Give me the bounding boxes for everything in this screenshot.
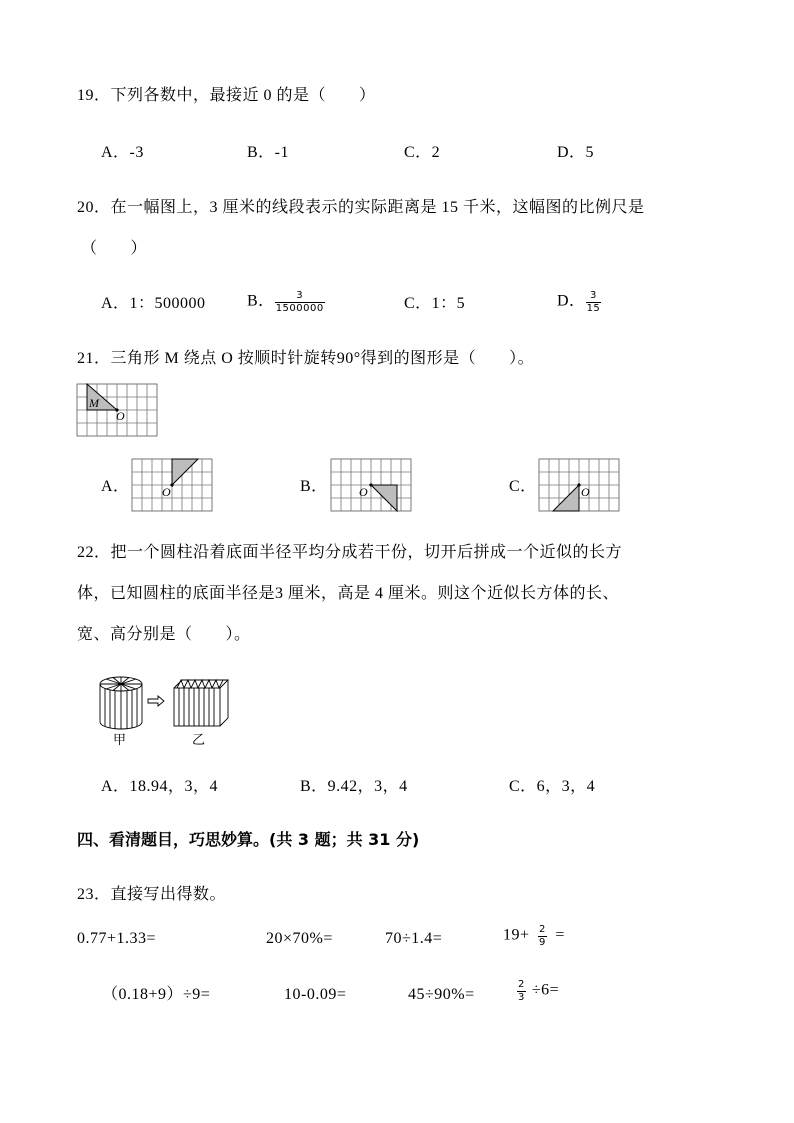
- q22-line2: 体，已知圆柱的底面半径是3 厘米，高是 4 厘米。则这个近似长方体的长、: [77, 585, 620, 602]
- q20-option-b: [247, 290, 325, 314]
- q21-option-a-figure: [131, 458, 213, 512]
- option-b-o-label: O: [359, 485, 368, 499]
- q21-stem: 21．三角形 M 绕点 O 按顺时针旋转90°得到的图形是（ ）。: [77, 350, 535, 367]
- q21-option-b-label: B．: [300, 478, 328, 495]
- q20-option-c: C．1：5: [404, 295, 466, 312]
- q20-option-b-label: B．: [247, 292, 275, 310]
- q22-option-a: A．18.94，3，4: [101, 778, 219, 795]
- q19-option-b: B．-1: [247, 144, 290, 161]
- q20-b-denominator: 1500000: [275, 302, 324, 314]
- q20-stem: 20．在一幅图上，3 厘米的线段表示的实际距离是 15 千米，这幅图的比例尺是: [77, 199, 645, 216]
- q20-option-d: [557, 290, 601, 314]
- q23-item-8-fraction: [517, 979, 526, 1003]
- q20-option-d-label: D．: [557, 292, 586, 310]
- q23-item-8-denominator: 3: [518, 991, 525, 1003]
- label-m: M: [89, 396, 99, 410]
- q23-item-8-suffix: ÷6=: [531, 981, 560, 999]
- q22-line1: 22．把一个圆柱沿着底面半径平均分成若干份，切开后拼成一个近似的长方: [77, 544, 623, 561]
- q23-item-8: [517, 979, 559, 1003]
- q21-option-c-figure: [538, 458, 620, 512]
- label-yi: 乙: [192, 732, 206, 747]
- q19-option-a: A．-3: [101, 144, 144, 161]
- section-heading: 四、看清题目，巧思妙算。(共 3 题；共 31 分): [77, 830, 420, 849]
- q20-stem-cont: （ ）: [81, 240, 148, 257]
- q21-option-b-figure: [330, 458, 412, 512]
- q19-option-d: D．5: [557, 144, 595, 161]
- q20-option-d-fraction: [586, 290, 602, 314]
- q23-item-4: [503, 924, 565, 948]
- q23-item-7: 45÷90%=: [408, 986, 475, 1003]
- q23-item-4-denominator: 9: [539, 936, 546, 948]
- q20-d-numerator: 3: [589, 290, 597, 301]
- q23-item-4-suffix: =: [555, 926, 565, 944]
- cuboid-yi: [174, 680, 228, 726]
- right-arrow-icon: [148, 696, 164, 706]
- q23-stem: 23．直接写出得数。: [77, 886, 227, 903]
- q20-d-denominator: 15: [586, 302, 601, 314]
- option-c-o-label: O: [581, 485, 590, 499]
- label-o: O: [116, 409, 125, 423]
- q23-item-6: 10-0.09=: [284, 986, 347, 1003]
- q20-option-a: A．1：500000: [101, 295, 206, 312]
- option-a-o-label: O: [162, 485, 171, 499]
- q23-item-3: 70÷1.4=: [385, 930, 443, 947]
- q23-item-4-fraction: [538, 924, 547, 948]
- q21-original-figure: [76, 383, 158, 437]
- q22-line3: 宽、高分别是（ ）。: [77, 626, 251, 643]
- q19-option-c: C．2: [404, 144, 441, 161]
- q23-item-1: 0.77+1.33=: [77, 930, 157, 947]
- q20-b-numerator: 3: [296, 290, 304, 301]
- q22-cylinder-figure: [92, 670, 240, 748]
- q21-option-c-label: C．: [509, 478, 537, 495]
- cylinder-jia: [100, 677, 142, 729]
- q22-option-c: C．6，3，4: [509, 778, 596, 795]
- q23-item-2: 20×70%=: [266, 930, 333, 947]
- q22-option-b: B．9.42，3，4: [300, 778, 408, 795]
- q23-item-8-numerator: 2: [518, 979, 525, 990]
- q19-stem: 19．下列各数中，最接近 0 的是（ ）: [77, 87, 376, 104]
- q23-item-4-numerator: 2: [539, 924, 546, 935]
- q23-item-4-prefix: 19+: [503, 926, 530, 944]
- q20-option-b-fraction: [275, 290, 325, 314]
- q21-option-a-label: A．: [101, 478, 130, 495]
- q23-item-5: （0.18+9）÷9=: [102, 986, 211, 1003]
- label-jia: 甲: [113, 732, 127, 747]
